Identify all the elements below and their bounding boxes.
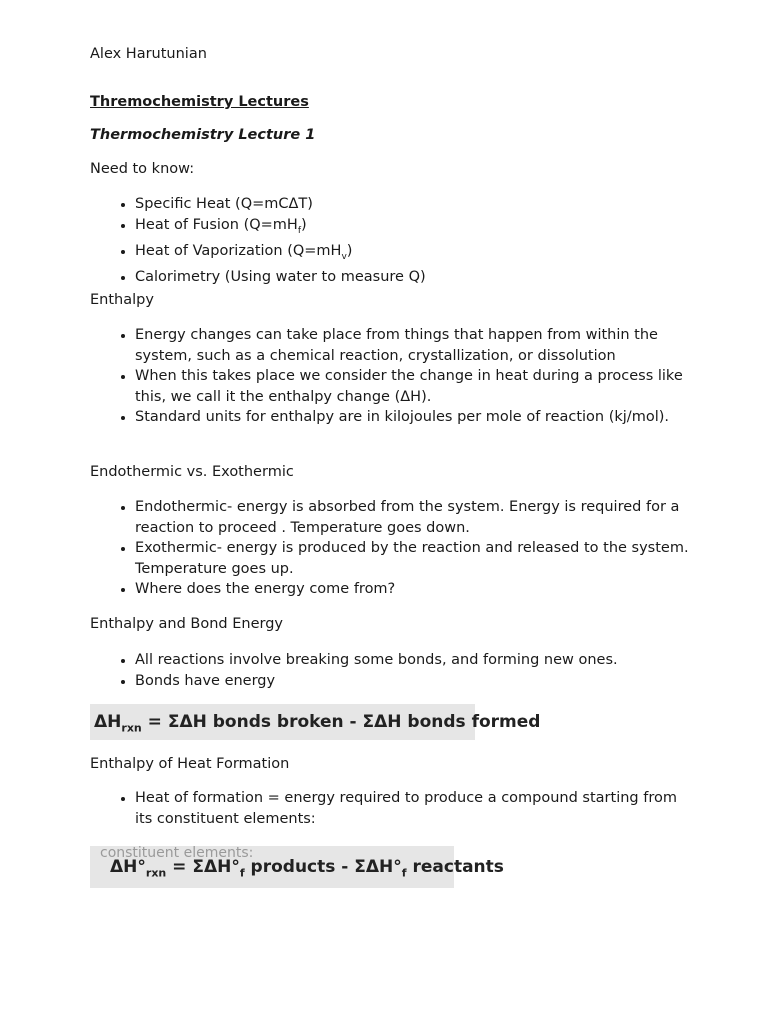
heat-formation-list (90, 788, 695, 829)
author-name: Alex Harutunian (90, 46, 207, 62)
lecture-title: Thermochemistry Lecture 1 (90, 127, 316, 143)
list-item: • Where does the energy come from? (135, 579, 695, 600)
bond-energy-heading: Enthalpy and Bond Energy (90, 616, 284, 632)
cropped-text-ghost: constituent elements: (100, 845, 254, 861)
list-item: • Heat of Vaporization $(Q=mH_v)$ (135, 241, 695, 267)
enthalpy-heading: Enthalpy (90, 292, 154, 308)
endo-exo-list (90, 497, 695, 600)
list-item: • Standard units for enthalpy are in kilojoules per mole of reaction (kj/mol). (135, 407, 695, 428)
enthalpy-list (90, 325, 695, 428)
list-item: • Exothermic- energy is produced by the reaction and released to the system. Temperature goes up. (135, 538, 695, 579)
list-item: • When this takes place we consider the change in heat during a process like this, we call it the enthalpy change (ΔH). (135, 366, 695, 407)
list-item: • Energy changes can take place from things that happen from within the system, such as a chemical reaction, crystallization, or dissolution (135, 325, 695, 366)
bond-energy-list (90, 650, 695, 691)
list-item: • Bonds have energy (135, 671, 695, 692)
need-to-know-heading: Need to know: (90, 161, 195, 177)
list-item: • Heat of formation = energy required to produce a compound starting from its constituent elements: (135, 788, 695, 829)
list-item: • Heat of Fusion $(Q=mH_f)$ (135, 215, 695, 241)
bond-energy-equation-image: $\Delta H_{rxn} = \Sigma\Delta H$ bonds broken - ΣΔH bonds formed (90, 704, 475, 740)
heat-formation-heading: Enthalpy of Heat Formation (90, 756, 290, 772)
endo-exo-heading: Endothermic vs. Exothermic (90, 464, 294, 480)
heat-formation-equation-image: constituent elements: $\Delta H^\circ_{rxn} = \Sigma\Delta H^\circ_f$ products - $\Sigma\Delta H^\circ_f$ reactants (90, 846, 454, 888)
list-item: • All reactions involve breaking some bonds, and forming new ones. (135, 650, 695, 671)
list-item: • Endothermic- energy is absorbed from the system. Energy is required for a reaction to proceed . Temperature goes down. (135, 497, 695, 538)
need-to-know-list (90, 194, 695, 288)
list-item: • Calorimetry (Using water to measure Q) (135, 267, 695, 288)
document-title: Thremochemistry Lectures (90, 94, 309, 110)
list-item: • Specific Heat (Q=mCΔT) (135, 194, 695, 215)
